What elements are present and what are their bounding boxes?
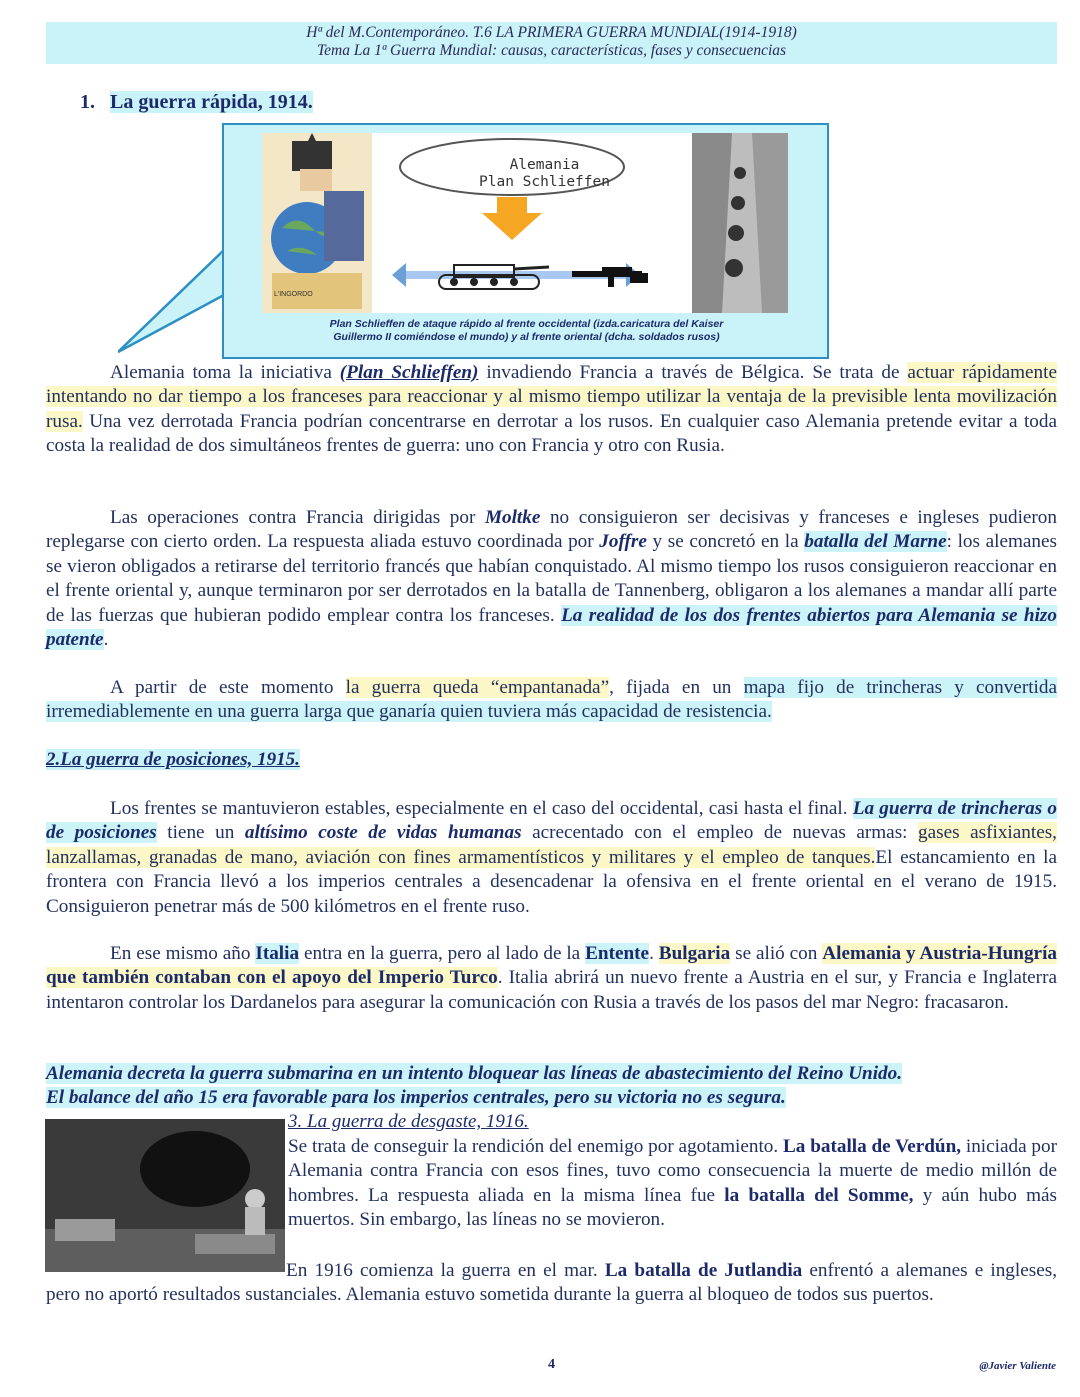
- jutlandia-term: La batalla de Jutlandia: [604, 1260, 803, 1281]
- central-powers-term: Alemania y Austria-Hungría que también contaban con el apoyo del Imperio Turco: [46, 943, 1057, 989]
- entente-term: Entente: [585, 943, 650, 964]
- p1-highlight: actuar rápidamente intentando no dar tiempo a los franceses para reaccionar y al mismo tiempo utilizar la ventaja de la previsible lenta movilización rusa.: [46, 362, 1057, 432]
- p4-text-a: Los frentes se mantuvieron estables, especialmente en el caso del occidental, casi hasta el final.: [110, 798, 853, 819]
- header-line2: Tema La 1ª Guerra Mundial: causas, características, fases y consecuencias: [316, 42, 787, 59]
- p5-text-d: se alió con: [730, 943, 823, 964]
- p6-line1: Alemania decreta la guerra submarina en un intento bloquear las líneas de abastecimiento del Reino Unido.: [46, 1063, 903, 1084]
- figure-caption: [254, 318, 799, 344]
- p4-text-g: El estancamiento en la frontera con Francia llevó a los imperios centrales a desencadenar la ofensiva en el frente oriental en el verano de 1915. Consiguieron penetrar más de 500 kilómetros en el frente ruso.: [46, 846, 1057, 917]
- p2-text-f: .: [103, 629, 109, 651]
- plan-schlieffen-link: (Plan Schlieffen): [339, 362, 479, 383]
- section1-heading: [80, 91, 313, 114]
- p8-text-a: En 1916 comienza la guerra en el mar.: [286, 1260, 605, 1281]
- p2-text-b: no consiguieron ser decisivas y franceses e ingleses pudieron replegarse con cierto orden. La respuesta aliada estuvo coordinada por: [46, 507, 1057, 553]
- header-line1: Hª del M.Contemporáneo. T.6 LA PRIMERA GUERRA MUNDIAL(1914-1918): [306, 24, 797, 41]
- p4-weapons: gases asfixiantes, lanzallamas, granadas de mano, aviación con fines armamentísticos y militares y el empleo de tanques.: [46, 822, 1057, 868]
- figure-plan-schlieffen: [222, 123, 829, 359]
- somme-term: la batalla del Somme,: [724, 1184, 914, 1206]
- p5-text-b: entra en la guerra, pero al lado de la: [299, 943, 586, 964]
- p7-text-b: iniciada por Alemania contra Francia con esos fines, tuvo como consecuencia la muerte de medio millón de hombres. La respuesta aliada en la misma línea fue: [288, 1136, 1057, 1206]
- section1-number: 1.: [80, 91, 95, 113]
- page-number: 4: [548, 1357, 555, 1372]
- caption-line1: Plan Schlieffen de ataque rápido al frente occidental (izda.caricatura del Kaiser: [329, 318, 724, 330]
- p4-cost: altísimo coste de vidas humanas: [244, 822, 522, 844]
- section3-title: 3. La guerra de desgaste, 1916.: [288, 1111, 529, 1132]
- figure-image-area: [262, 133, 788, 313]
- ellipse-line1: Alemania: [509, 157, 580, 173]
- section2-heading: [46, 749, 300, 771]
- p6-line2: El balance del año 15 era favorable para los imperios centrales, pero su victoria no es segura.: [46, 1087, 786, 1109]
- kaiser-cartoon-image: [262, 133, 372, 313]
- p8-text-b: enfrentó a alemanes e ingleses, pero no aportó resultados sustanciales. Alemania estuvo sometida durante la guerra al bloqueo de todos sus puertos.: [46, 1260, 1057, 1306]
- callout-pointer: [118, 250, 238, 360]
- p1-text-c: Una vez derrotada Francia podrían concentrarse en derrotar a los rusos. En cualquier caso Alemania pretende evitar a toda costa la realidad de dos simultáneos frentes de guerra: uno con Francia y otro con Rusia.: [46, 410, 1057, 457]
- paragraph-4: [46, 797, 1057, 919]
- p7-text-c: y aún hubo más muertos. Sin embargo, las líneas no se movieron.: [288, 1184, 1057, 1231]
- p7-text-a: Se trata de conseguir la rendición del enemigo por agotamiento.: [288, 1136, 783, 1157]
- p3-highlight-2: mapa fijo de trincheras y convertida irremediablemente en una guerra larga que ganaría quien tuviera más capacidad de resistencia.: [46, 677, 1057, 723]
- p2-conclusion: La realidad de los dos frentes abiertos para Alemania se hizo patente: [46, 604, 1057, 651]
- paragraph-2: [46, 506, 1057, 652]
- p2-text-d: : los alemanes se vieron obligados a retirarse del territorio francés que habían conquistado. Al mismo tiempo los rusos consiguieron reaccionar en el frente oriental y, aunque terminaron por ser derrotados en la batalla de Tannenberg, obligaron a los alemanes a mandar allí parte de las fuerzas que hubieran podido emplear contra los franceses.: [46, 531, 1057, 626]
- diagram-ellipse-label: [472, 157, 617, 191]
- bulgaria-term: Bulgaria: [658, 943, 731, 964]
- paragraph-1: [46, 361, 1057, 459]
- paragraph-3: [46, 676, 1057, 725]
- italia-term: Italia: [255, 943, 300, 964]
- caption-line2: Guillermo II comiéndose el mundo) y al frente oriental (dcha. soldados rusos): [333, 331, 720, 343]
- p4-text-c: tiene un: [156, 822, 245, 844]
- p5-text-e: . Italia abrirá un nuevo frente a Austria en el sur, y Francia e Inglaterra intentaron controlar los Dardanelos para asegurar la comunicación con Rusia a través de los pasos del mar Negro: fracasaron.: [46, 967, 1057, 1013]
- p5-text-a: En ese mismo año: [110, 943, 256, 964]
- p3-highlight-1: la guerra queda “empantanada”: [345, 677, 610, 698]
- p3-text-b: , fijada en un: [609, 677, 744, 698]
- marne-term: batalla del Marne: [804, 531, 947, 553]
- trench-hospital-photo: [45, 1119, 285, 1272]
- section3-heading: [288, 1111, 529, 1133]
- p4-trench-war: La guerra de trincheras o de posiciones: [46, 798, 1057, 844]
- page-header: [46, 22, 1057, 64]
- p4-text-e: acrecentado con el empleo de nuevas armas:: [521, 822, 919, 844]
- p2-text-a: Las operaciones contra Francia dirigidas por: [110, 507, 485, 528]
- russian-soldiers-photo: [692, 133, 788, 313]
- p5-text-c: .: [649, 943, 659, 964]
- paragraph-6: [46, 1062, 1057, 1111]
- p1-text-a: Alemania toma la iniciativa: [110, 362, 340, 383]
- paragraph-8: [46, 1259, 1057, 1308]
- joffre-term: Joffre: [599, 531, 647, 553]
- author-credit: @Javier Valiente: [979, 1360, 1056, 1372]
- cartoon-label: L'INGORDO: [274, 291, 313, 298]
- moltke-term: Moltke: [484, 507, 541, 528]
- section2-title: 2.La guerra de posiciones, 1915.: [46, 749, 300, 770]
- paragraph-7: [288, 1135, 1057, 1233]
- p2-text-c: y se concretó en la: [646, 531, 805, 553]
- section1-title: La guerra rápida, 1914.: [110, 91, 313, 113]
- ellipse-line2: Plan Schlieffen: [479, 174, 610, 190]
- p1-text-b: invadiendo Francia a través de Bélgica. Se trata de: [478, 362, 908, 383]
- verdun-term: La batalla de Verdún,: [783, 1136, 962, 1157]
- tank-icon: [434, 253, 554, 293]
- paragraph-5: [46, 942, 1057, 1015]
- rifle-icon: [572, 261, 652, 291]
- p3-text-a: A partir de este momento: [110, 677, 346, 698]
